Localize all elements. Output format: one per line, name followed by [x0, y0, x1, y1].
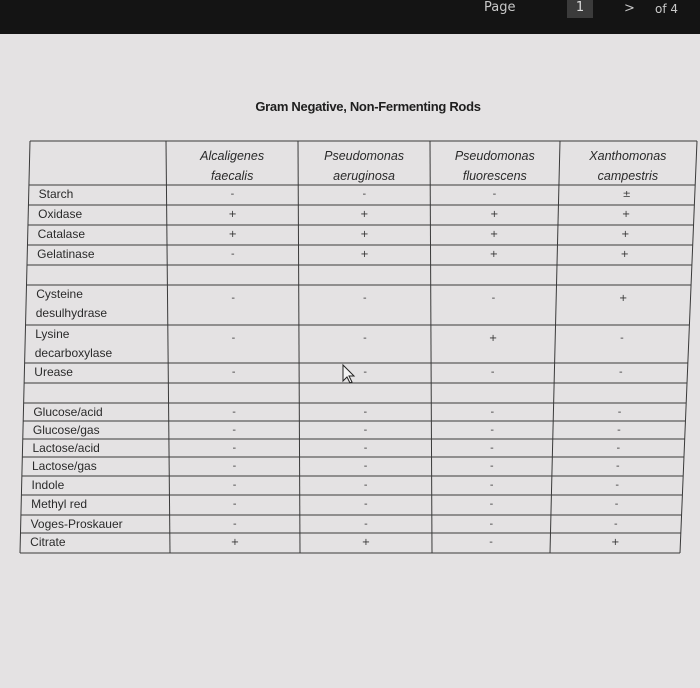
row-label: Lactose/acid — [32, 441, 100, 455]
table-row — [31, 517, 618, 531]
result-cell: + — [360, 229, 369, 240]
row-label: Lactose/gas — [32, 459, 97, 473]
result-cell: + — [490, 209, 499, 220]
row-label: Oxidase — [38, 207, 83, 221]
column-header-species: campestris — [597, 169, 659, 183]
mouse-cursor-icon — [343, 365, 354, 383]
column-headers — [199, 149, 666, 183]
result-cell: - — [230, 189, 235, 200]
result-cell: + — [620, 249, 629, 260]
column-line — [430, 141, 432, 553]
row-label: Catalase — [37, 227, 86, 241]
result-cell: - — [489, 480, 494, 491]
result-cell: - — [363, 461, 368, 472]
result-cell: - — [232, 480, 237, 491]
result-cell: - — [362, 293, 367, 304]
row-label: Voges-Proskauer — [30, 517, 123, 531]
result-cell: - — [363, 480, 368, 491]
result-cell: - — [232, 425, 236, 436]
row-label: Gelatinase — [37, 247, 95, 261]
table-row — [34, 365, 623, 379]
result-cell: - — [490, 443, 494, 454]
result-cell: + — [488, 333, 498, 344]
result-cell: - — [232, 443, 237, 454]
result-cell: - — [232, 461, 237, 472]
result-cell: + — [611, 537, 620, 548]
result-cell: - — [614, 519, 618, 530]
column-header-genus: Pseudomonas — [454, 149, 535, 163]
result-cell: - — [231, 293, 235, 304]
result-cell: - — [489, 499, 494, 510]
table-row — [33, 405, 621, 419]
row-label: Cysteine — [36, 287, 83, 301]
result-cell: - — [620, 333, 624, 344]
result-cell: - — [364, 519, 368, 530]
table-row — [33, 423, 621, 437]
result-cell: + — [489, 229, 499, 240]
result-cell: - — [492, 189, 497, 200]
result-cell: + — [360, 249, 369, 260]
result-cell: - — [614, 499, 619, 510]
result-cell: - — [617, 407, 622, 418]
result-cell: + — [230, 537, 240, 548]
column-header-genus: Xanthomonas — [589, 149, 667, 163]
page-number-input[interactable]: 1 — [567, 0, 593, 18]
result-cell: + — [228, 209, 237, 220]
page-label: Page — [484, 0, 516, 15]
table-row — [38, 207, 630, 221]
table-grid — [20, 141, 697, 553]
column-header-genus: Alcaligenes — [200, 149, 265, 163]
column-line — [680, 141, 697, 553]
result-cell: - — [231, 249, 235, 260]
table-row — [35, 327, 624, 360]
result-cell: + — [619, 293, 628, 304]
row-label: desulhydrase — [35, 306, 108, 320]
result-cell: + — [621, 209, 631, 220]
result-cell: - — [616, 443, 621, 454]
result-cell: - — [363, 333, 367, 344]
row-label: Citrate — [30, 535, 66, 549]
table-row — [30, 535, 619, 549]
table-row — [31, 497, 619, 511]
result-cell: - — [363, 499, 368, 510]
result-cell: - — [490, 407, 495, 418]
column-header-species: fluorescens — [462, 169, 527, 183]
column-line — [166, 141, 170, 553]
document-title: Gram Negative, Non-Fermenting Rods — [255, 99, 481, 114]
table-row — [38, 227, 630, 241]
table-row — [32, 459, 620, 473]
result-cell: - — [491, 293, 496, 304]
result-cell: + — [621, 229, 630, 240]
column-line — [550, 141, 560, 553]
column-header-species: aeruginosa — [333, 169, 396, 183]
row-label: Starch — [38, 187, 74, 201]
result-cell: - — [362, 189, 367, 200]
column-header-species: faecalis — [210, 169, 254, 183]
row-label: Indole — [31, 478, 65, 492]
result-cell: - — [619, 367, 623, 378]
result-cell: - — [617, 425, 621, 436]
result-cell: - — [231, 367, 236, 378]
table-row — [36, 287, 628, 320]
row-label: decarboxylase — [34, 346, 113, 360]
result-cell: - — [490, 425, 494, 436]
chevron-right-icon[interactable]: > — [624, 1, 635, 16]
result-cell: - — [363, 407, 368, 418]
result-cell: - — [363, 367, 367, 378]
row-label: Methyl red — [31, 497, 88, 511]
column-header-genus: Pseudomonas — [324, 149, 405, 163]
result-cell: - — [231, 333, 236, 344]
result-cell: - — [232, 407, 236, 418]
result-cell: + — [361, 537, 371, 548]
result-cell: + — [489, 249, 499, 260]
result-cell: - — [490, 461, 494, 472]
row-label: Glucose/gas — [32, 423, 100, 437]
result-cell: + — [360, 209, 369, 220]
result-cell: ± — [622, 189, 631, 200]
row-label: Lysine — [35, 327, 70, 341]
column-line — [20, 141, 30, 553]
result-cell: - — [363, 425, 368, 436]
table-row — [37, 247, 629, 261]
result-cell: - — [615, 461, 620, 472]
result-cell: - — [233, 519, 237, 530]
table-row — [32, 478, 620, 492]
result-cell: - — [615, 480, 619, 491]
page-total: of 4 — [655, 2, 679, 16]
result-cell: - — [232, 499, 237, 510]
table-row — [32, 441, 620, 455]
result-cell: - — [363, 443, 368, 454]
result-cell: - — [489, 519, 494, 530]
result-cell: - — [489, 537, 493, 548]
table-row — [39, 187, 631, 201]
row-label: Urease — [34, 365, 73, 379]
result-cell: - — [490, 367, 495, 378]
column-line — [298, 141, 300, 553]
result-cell: + — [228, 229, 237, 240]
row-label: Glucose/acid — [33, 405, 103, 419]
